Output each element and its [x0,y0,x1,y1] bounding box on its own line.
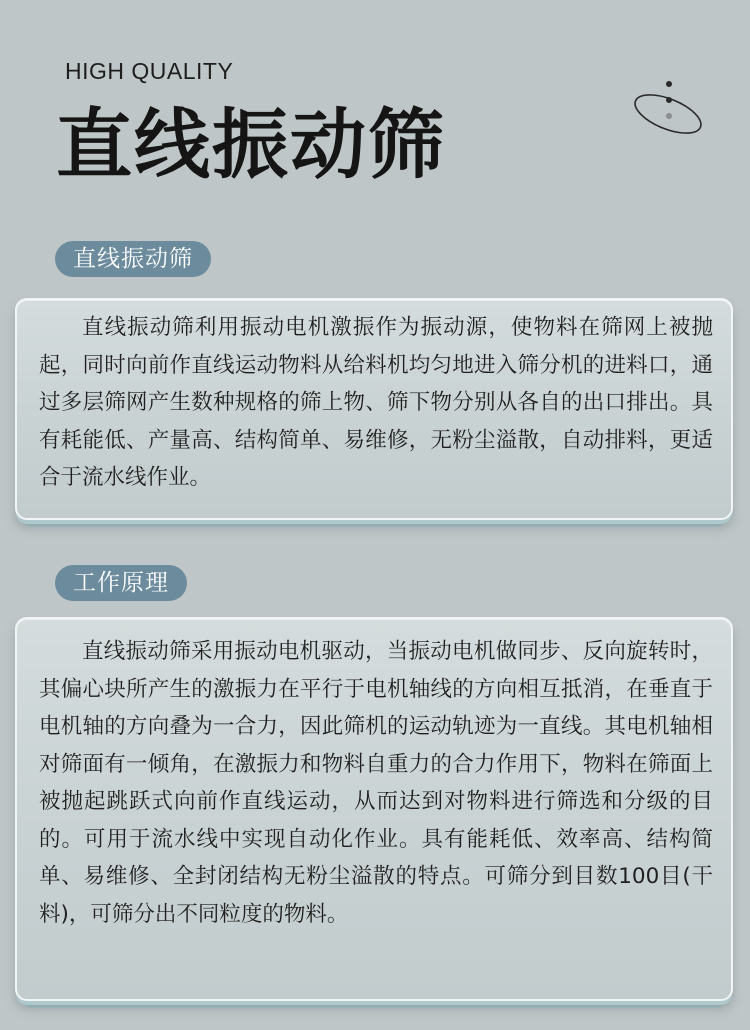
principle-card [15,617,733,1001]
section-label-principle: 工作原理 [55,565,187,601]
section-label-intro: 直线振动筛 [55,241,211,277]
orbit-icon [628,74,708,140]
page-title: 直线振动筛 [56,100,446,189]
principle-body: 直线振动筛采用振动电机驱动，当振动电机做同步、反向旋转时，其偏心块所产生的激振力在平行于电机轴线的方向相互抵消，在垂直于电机轴的方向叠为一合力，因此筛机的运动轨迹为一直线。其电机轴相对筛面有一倾角，在激振力和物料自重力的合力作用下，物料在筛面上被抛起跳跃式向前作直线运动，从而达到对物料进行筛选和分级的目的。可用于流水线中实现自动化作业。具有能耗低、效率高、结构简单、易维修、全封闭结构无粉尘溢散的特点。可筛分到目数100目(干料)，可筛分出不同粒度的物料。 [39,639,713,927]
intro-card [15,298,733,520]
eyebrow-text: HIGH QUALITY [65,58,234,84]
intro-body: 直线振动筛利用振动电机激振作为振动源，使物料在筛网上被抛起，同时向前作直线运动物料从给料机均匀地进入筛分机的进料口，通过多层筛网产生数种规格的筛上物、筛下物分别从各自的出口排出。具有耗能低、产量高、结构简单、易维修，无粉尘溢散，自动排料，更适合于流水线作业。 [39,315,713,490]
